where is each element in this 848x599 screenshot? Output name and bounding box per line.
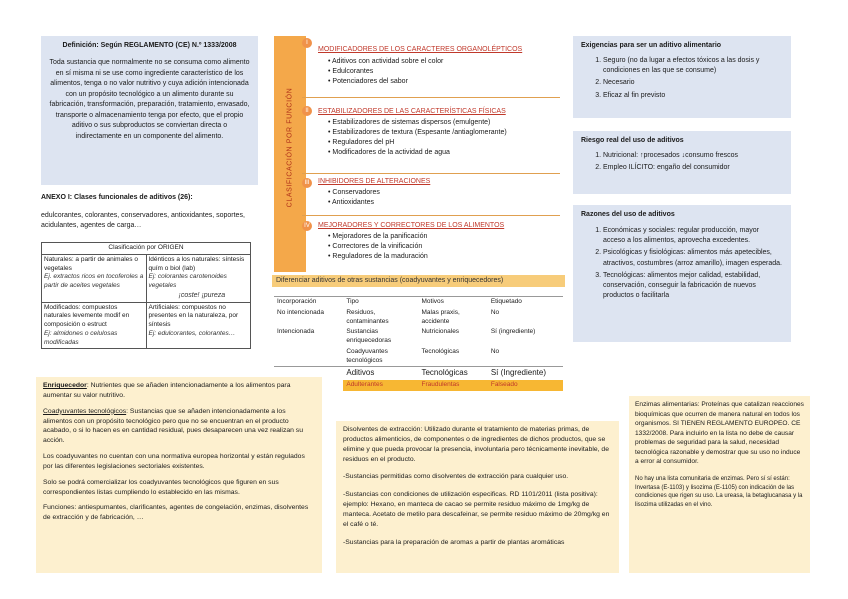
column-header: Tipo: [346, 298, 359, 305]
table-row: [274, 327, 563, 347]
origin-label: Naturales: a partir de animales o vegetales: [44, 255, 138, 272]
table-cell: Residuos, contaminantes: [346, 308, 389, 325]
list-item: • Estabilizadores de sistemas dispersos (emulgente): [328, 118, 507, 128]
disolventes-aromas: -Sustancias para la preparación de aromas a partir de plantas aromáticas: [343, 538, 565, 546]
list-item: • Modificadores de la actividad de agua: [328, 148, 507, 158]
section-title: MODIFICADORES DE LOS CARACTERES ORGANOLÉPTICOS: [318, 46, 523, 53]
table-cell: No: [490, 347, 500, 355]
disolventes-cualquier-uso: -Sustancias permitidas como disolventes de extracción para cualquier uso.: [343, 473, 569, 481]
anexo-text: edulcorantes, colorantes, conservadores, antioxidantes, soportes, acidulantes, agentes de carga…: [41, 212, 245, 230]
disolventes-def: Disolventes de extracción: Utilizado durante el tratamiento de materias primas, de productos alimenticios, de componentes o de ingredientes de dichos productos, que se elimine y que pueda provocar la presencia, involuntaria pero técnicamente inevitable, de residuos en el producto.: [343, 426, 609, 463]
definicion-box: [41, 36, 258, 185]
origin-table: [41, 242, 251, 349]
section-modificadores: [302, 36, 560, 98]
section-items: [328, 232, 428, 262]
table-cell: Aditivos: [346, 368, 375, 378]
coadyuvantes-paragraph: [43, 407, 315, 446]
list-item: 2. Empleo ILÍCITO: engaño del consumidor: [603, 163, 783, 173]
enzimas-box: [629, 396, 810, 573]
table-cell: Nutricionales: [421, 328, 460, 336]
table-cell: [146, 302, 251, 349]
definicion-text: Toda sustancia que normalmente no se consuma como alimento en sí misma ni se use como ingrediente característico de los alimentos, tenga o no valor nutritivo y cuya adición intencionada con un propósito tecnológico a un alimento durante su fabricación, transformación, preparación, tratamiento, envasado, transporte o almacenamiento tenga por efecto, que el propio aditivo o sus subproductos se conviertan directa o indirectamente en un componente del alimento.: [49, 59, 250, 140]
list-item: 2. Psicológicas y fisiológicas: alimentos más apetecibles, atractivos, costumbres (arroz amarillo), imagen esperada.: [603, 248, 783, 268]
list-item: • Antioxidantes: [328, 198, 380, 208]
table-row: [42, 254, 251, 302]
table-row: [42, 302, 251, 349]
vertical-label: CLASIFICACIÓN POR FUNCIÓN: [286, 87, 294, 208]
coadyuvantes-text: : Sustancias que se añaden intencionadamente a los alimentos con un propósito tecnológico pero que no se encuentran en el producto acabado, o si lo hacen es en cantidad residual, pues desaparecen una vez realizan su acción.: [43, 407, 303, 445]
table-row: [274, 308, 563, 328]
column-header: Motivos: [421, 298, 444, 305]
section-items: [328, 188, 380, 208]
section-inhibidores: [302, 176, 560, 216]
list-item: • Reguladores de la maduración: [328, 252, 428, 262]
clasificacion-panel: [274, 36, 560, 272]
list-item: • Aditivos con actividad sobre el color: [328, 57, 443, 67]
table-header-row: [274, 297, 563, 308]
origin-label: Artificiales: compuestos no presentes en la naturaleza, por síntesis: [148, 303, 239, 329]
list-item: • Reguladores del pH: [328, 138, 507, 148]
table-cell: Tecnológicas: [421, 347, 460, 355]
table-cell: No: [490, 308, 500, 316]
list-item: 3. Tecnológicas: alimentos mejor calidad, estabilidad, conservación, conseguir la fabricación de nuevos productos o facilitarla: [603, 271, 783, 301]
origin-example: Ej: colorantes carotenoides vegetales: [148, 273, 227, 290]
coadyuvantes-term: Coadyuvantes tecnológicos: [43, 407, 127, 415]
section-number: I: [302, 38, 312, 48]
table-cell: Sí (Ingrediente): [490, 368, 546, 378]
list-item: • Correctores de la vinificación: [328, 242, 428, 252]
origin-extra: ¡coste! ¡pureza: [178, 291, 226, 299]
list-item: • Estabilizadores de textura (Espesante /antiaglomerante): [328, 128, 507, 138]
table-cell: [146, 254, 251, 302]
section-title: ESTABILIZADORES DE LAS CARACTERÍSTICAS FÍSICAS: [318, 108, 506, 115]
table-cell: Fraudulentas: [421, 381, 460, 389]
section-items: [328, 118, 507, 158]
section-estabilizadores: [302, 104, 560, 174]
column-header: Etiquetado: [490, 298, 522, 305]
list-item: • Potenciadores del sabor: [328, 77, 443, 87]
disolventes-box: [336, 421, 619, 573]
coadyuvantes-box: [36, 377, 322, 573]
column-header: Incorporación: [277, 298, 317, 305]
table-cell: Sí (ingrediente): [490, 328, 536, 336]
exigencias-list: [581, 56, 783, 101]
list-item: 2. Necesario: [603, 78, 783, 88]
table-cell: Sustancias enriquecedoras: [346, 328, 392, 345]
table-cell: [42, 254, 147, 302]
list-item: • Mejoradores de la panificación: [328, 232, 428, 242]
anexo-title: ANEXO I: Clases funcionales de aditivos (26):: [41, 194, 193, 201]
coadyuvantes-normativa: Los coadyuvantes no cuentan con una normativa europea horizontal y están regulados por las diferentes legislaciones sectoriales existentes.: [43, 453, 305, 470]
table-cell: No intencionada: [277, 308, 324, 316]
table-cell: Intencionada: [277, 328, 315, 336]
list-item: 1. Nutricional: ↑procesados ↓consumo frescos: [603, 151, 783, 161]
exigencias-box: [573, 36, 791, 118]
coadyuvantes-listas: Solo se podrá comercializar los coadyuvantes tecnológicos que figuren en sus correspondientes listas cumpliendo lo establecido en las mismas.: [43, 478, 279, 496]
enzimas-def: Enzimas alimentarias: Proteínas que catalizan reacciones bioquímicas que ocurren de manera natural en todos los organismos. SI TIENEN REGLAMENTO EUROPEO. CE 1332/2008. Para incluirlo en la lista no debe de causar problemas de seguridad para la salud, necesidad tecnológica razonable y demostrar que su uso no induce a error al consumidor.: [635, 401, 804, 466]
section-title: MEJORADORES Y CORRECTORES DE LOS ALIMENTOS: [318, 222, 505, 229]
riesgo-box: [573, 131, 791, 194]
razones-title: Razones del uso de aditivos: [581, 211, 675, 218]
exigencias-title: Exigencias para ser un aditivo alimentario: [581, 42, 722, 49]
list-item: 3. Eficaz al fin previsto: [603, 91, 783, 101]
table-cell: Tecnológicas: [421, 368, 468, 378]
table-cell: Malas praxis, accidente: [421, 308, 460, 325]
section-items: [328, 57, 443, 87]
riesgo-title: Riesgo real del uso de aditivos: [581, 137, 684, 144]
origin-example: Ej: edulcorantes, colorantes…: [148, 329, 236, 337]
section-mejoradores: [302, 219, 560, 272]
list-item: 1. Económicas y sociales: regular producción, mayor acceso a los alimentos, aprovecha excedentes.: [603, 226, 783, 246]
definicion-title: Definición: Según REGLAMENTO (CE) N.º 1333/2008: [62, 42, 237, 49]
table-cell: [42, 302, 147, 349]
razones-box: [573, 205, 791, 342]
riesgo-list: [581, 151, 783, 173]
table-cell: Adulterantes: [346, 381, 383, 389]
enriquecedor-paragraph: [43, 381, 315, 401]
enriquecedor-text: : Nutrientes que se añaden intencionadamente a los alimentos para aumentar su valor nutritivo.: [43, 382, 291, 399]
list-item: • Edulcorantes: [328, 67, 443, 77]
diferenciar-note: Diferenciar aditivos de otras sustancias (coadyuvantes y enriquecedores): [272, 275, 565, 287]
enriquecedor-term: Enriquecedor: [43, 382, 87, 389]
anexo-section: [41, 193, 253, 231]
origin-label: Modificados: compuestos naturales levemente modif en composición o estruct: [44, 303, 130, 329]
origin-example: Ej. extractos ricos en tocoferoles a partir de aceites vegetales: [44, 273, 144, 290]
coadyuvantes-funciones: Funciones: antiespumantes, clarificantes, agentes de congelación, enzimas, disolventes de extracción y de fabricación, …: [43, 504, 309, 522]
section-number: II: [302, 106, 312, 116]
table-cell: Falseado: [490, 381, 518, 389]
table-cell: [274, 347, 343, 367]
table-cell: Coadyuvantes tecnológicos: [346, 347, 388, 364]
disolventes-condiciones: -Sustancias con condiciones de utilización especificas. RD 1101/2011 (lista positiva): ejemplo: Hexano, en manteca de cacao se permite residuo máximo de 1mg/kg de manteca. Acetato de metilo para descafeinar, se permite residuo máximo de 20mg/kg en el café o té.: [343, 491, 610, 528]
table-row: [274, 347, 563, 367]
enzimas-lista: No hay una lista comunitaria de enzimas. Pero sí sí están: Invertasa (E-1103) y lisozima (E-1105) con indicación de las condiciones que rigen su uso. La ureasa, la betaglucanasa y la lisozima utilizadas en el vino.: [635, 475, 803, 508]
section-title: INHIBIDORES DE ALTERACIONES: [318, 178, 431, 185]
razones-list: [581, 226, 783, 301]
section-number: III: [302, 178, 312, 188]
list-item: • Conservadores: [328, 188, 380, 198]
origin-label: Idénticos a los naturales: síntesis quím o biol (lab): [148, 255, 245, 272]
origin-example: Ej: almidones o celulosas modificadas: [44, 329, 118, 346]
list-item: 1. Seguro (no da lugar a efectos tóxicos a las dosis y condiciones en las que se consume): [603, 56, 783, 76]
section-number: IV: [302, 221, 312, 231]
origin-table-header: Clasificación por ORIGEN: [42, 243, 251, 255]
